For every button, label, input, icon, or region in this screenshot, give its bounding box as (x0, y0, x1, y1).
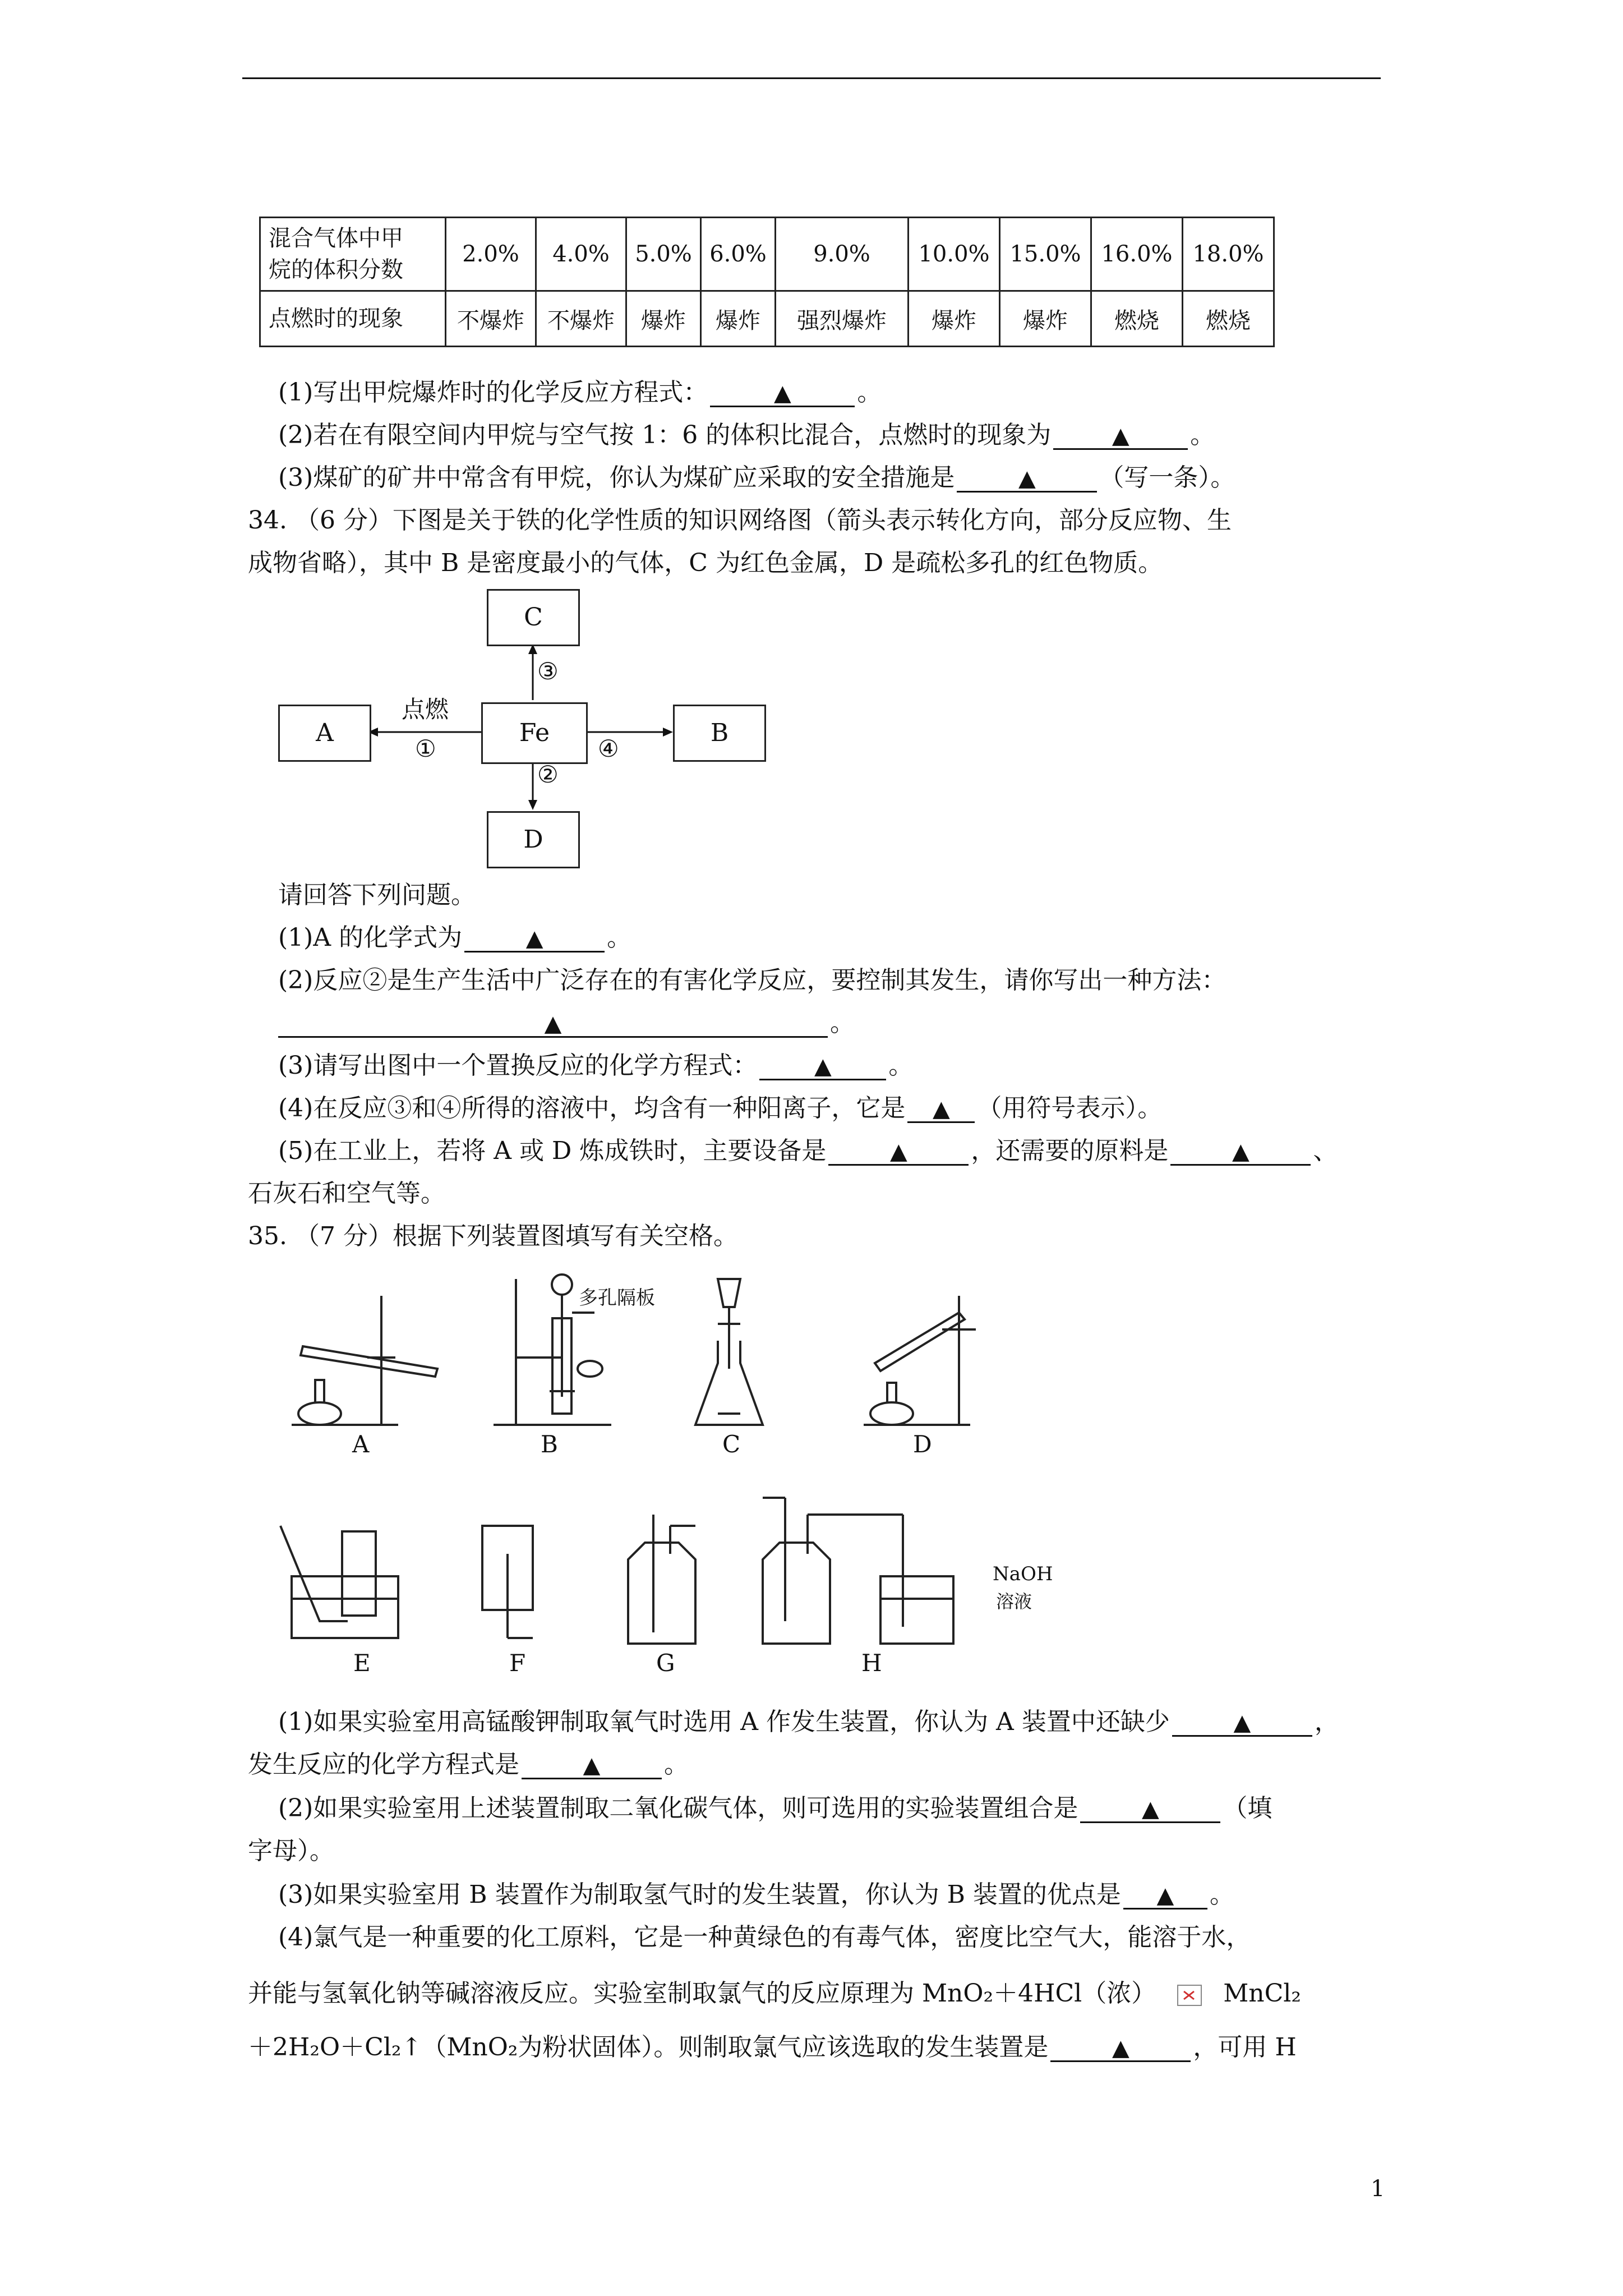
apparatus-row-2 (269, 1492, 1110, 1660)
q34-ask: 请回答下列问题。 (278, 881, 476, 909)
q34-sub-2: (2)反应②是生产生活中广泛存在的有害化学反应，要控制其发生，请你写出一种方法： (278, 966, 1227, 995)
q34-sub-5: (5)在工业上，若将 A 或 D 炼成铁时，主要设备是 ▲ ，还需要的原料是 ▲ 、 (278, 1137, 1338, 1165)
q33-line-1: (1)写出甲烷爆炸时的化学反应方程式： ▲ 。 (278, 378, 882, 407)
answer-blank[interactable]: ▲ (1053, 422, 1188, 450)
answer-blank[interactable]: ▲ (1080, 1796, 1220, 1823)
naoh-label: NaOH (993, 1563, 1053, 1585)
apparatus-row-1 (269, 1257, 1110, 1453)
table-cell: 不爆炸 (446, 291, 536, 347)
answer-blank[interactable]: ▲ (278, 1010, 828, 1038)
node-d: D (487, 811, 580, 868)
apparatus-d (864, 1296, 976, 1425)
q34-intro-2: 成物省略），其中 B 是密度最小的气体，C 为红色金属，D 是疏松多孔的红色物质。 (248, 549, 1163, 577)
q34-sub-5-line-2: 石灰石和空气等。 (248, 1179, 445, 1208)
apparatus-c (695, 1279, 763, 1425)
table-cell: 燃烧 (1091, 291, 1183, 347)
label-reaction-1: ① (415, 735, 436, 762)
q33-line-2: (2)若在有限空间内甲烷与空气按 1：6 的体积比混合，点燃时的现象为 ▲ 。 (278, 421, 1215, 449)
answer-blank[interactable]: ▲ (1172, 1709, 1312, 1737)
answer-blank[interactable]: ▲ (1050, 2035, 1191, 2062)
q33-line-3: (3)煤矿的矿井中常含有甲烷，你认为煤矿应采取的安全措施是 ▲ （写一条）。 (278, 463, 1235, 492)
apparatus-e (280, 1526, 398, 1638)
node-a: A (278, 705, 371, 762)
table-cell: 爆炸 (909, 291, 1000, 347)
q35-sub-2-line-2: 字母）。 (248, 1837, 334, 1865)
q35-sub-3: (3)如果实验室用 B 装置作为制取氢气时的发生装置，你认为 B 装置的优点是 ▲ 。 (278, 1880, 1234, 1909)
q34-sub-4: (4)在反应③和④所得的溶液中，均含有一种阳离子，它是 ▲ （用符号表示）。 (278, 1094, 1163, 1122)
q35-sub-1-line-2: 发生反应的化学方程式是 ▲ 。 (248, 1750, 689, 1779)
table-row (260, 291, 1274, 347)
q34-sub-2-answer: ▲ 。 (278, 1006, 855, 1040)
table-cell: 燃烧 (1183, 291, 1274, 347)
table-cell: 爆炸 (626, 291, 701, 347)
broken-image-icon (1177, 1985, 1202, 2006)
apparatus-label-c: C (722, 1430, 741, 1458)
table-cell: 2.0% (446, 218, 536, 291)
label-reaction-3: ③ (537, 657, 559, 685)
apparatus-h (763, 1498, 953, 1644)
label-reaction-2: ② (537, 761, 559, 788)
q34-sub-3: (3)请写出图中一个置换反应的化学方程式： ▲ 。 (278, 1051, 914, 1080)
q34-intro-1: 34. （6 分）下图是关于铁的化学性质的知识网络图（箭头表示转化方向，部分反应物、生 (248, 506, 1232, 535)
table-cell: 强烈爆炸 (776, 291, 909, 347)
answer-blank[interactable]: ▲ (1170, 1138, 1311, 1166)
q35-intro: 35. （7 分）根据下列装置图填写有关空格。 (248, 1222, 738, 1250)
table-cell: 15.0% (1000, 218, 1091, 291)
table-cell: 10.0% (909, 218, 1000, 291)
apparatus-label-a: A (352, 1430, 370, 1458)
table-cell: 9.0% (776, 218, 909, 291)
answer-blank[interactable]: ▲ (522, 1752, 662, 1779)
answer-blank[interactable]: ▲ (759, 1053, 886, 1080)
apparatus-label-h: H (861, 1649, 882, 1677)
apparatus-label-f: F (509, 1649, 526, 1677)
apparatus-label-d: D (913, 1430, 932, 1458)
answer-blank[interactable]: ▲ (1123, 1882, 1207, 1910)
header-rule (242, 77, 1381, 79)
page-number: 1 (1371, 2176, 1385, 2202)
apparatus-label-b: B (541, 1430, 558, 1458)
answer-blank[interactable]: ▲ (907, 1096, 975, 1123)
q35-sub-4-line-3: ＋2H₂O＋Cl₂↑（MnO₂为粉状固体）。则制取氯气应该选取的发生装置是 ▲ ，可用 H (248, 2033, 1297, 2062)
table-header-cell: 点燃时的现象 (260, 291, 446, 347)
node-fe: Fe (481, 702, 588, 764)
q34-sub-1: (1)A 的化学式为 ▲ 。 (278, 923, 632, 952)
table-row (260, 218, 1274, 291)
node-b: B (673, 705, 766, 762)
label-reaction-4: ④ (598, 735, 619, 762)
apparatus-f (482, 1526, 533, 1638)
table-cell: 5.0% (626, 218, 701, 291)
q35-sub-1: (1)如果实验室用高锰酸钾制取氧气时选用 A 作发生装置，你认为 A 装置中还缺少 ▲ ， (278, 1708, 1339, 1736)
table-cell: 6.0% (701, 218, 776, 291)
node-c: C (487, 589, 580, 646)
answer-blank[interactable]: ▲ (710, 380, 855, 407)
q35-sub-2: (2)如果实验室用上述装置制取二氧化碳气体，则可选用的实验装置组合是 ▲ （填 (278, 1794, 1272, 1823)
answer-blank[interactable]: ▲ (828, 1138, 969, 1166)
apparatus-a (292, 1296, 437, 1425)
solution-label: 溶液 (996, 1591, 1032, 1612)
apparatus-label-g: G (656, 1649, 675, 1677)
table-cell: 爆炸 (701, 291, 776, 347)
table-cell: 4.0% (536, 218, 626, 291)
answer-blank[interactable]: ▲ (957, 465, 1097, 493)
apparatus-g (628, 1515, 695, 1644)
porous-plate-label: 多孔隔板 (579, 1287, 655, 1309)
label-ignite: 点燃 (402, 696, 449, 723)
methane-table (259, 217, 1275, 347)
table-cell: 18.0% (1183, 218, 1274, 291)
answer-blank[interactable]: ▲ (464, 925, 605, 953)
table-cell: 爆炸 (1000, 291, 1091, 347)
q35-sub-4-line-2: 并能与氢氧化钠等碱溶液反应。实验室制取氯气的反应原理为 MnO₂＋4HCl（浓） MnCl₂ (248, 1979, 1301, 2008)
table-cell: 不爆炸 (536, 291, 626, 347)
table-header-cell: 混合气体中甲 烷的体积分数 (260, 218, 446, 291)
table-cell: 16.0% (1091, 218, 1183, 291)
apparatus-label-e: E (353, 1649, 371, 1677)
q35-sub-4: (4)氯气是一种重要的化工原料，它是一种黄绿色的有毒气体，密度比空气大，能溶于水， (278, 1923, 1251, 1952)
